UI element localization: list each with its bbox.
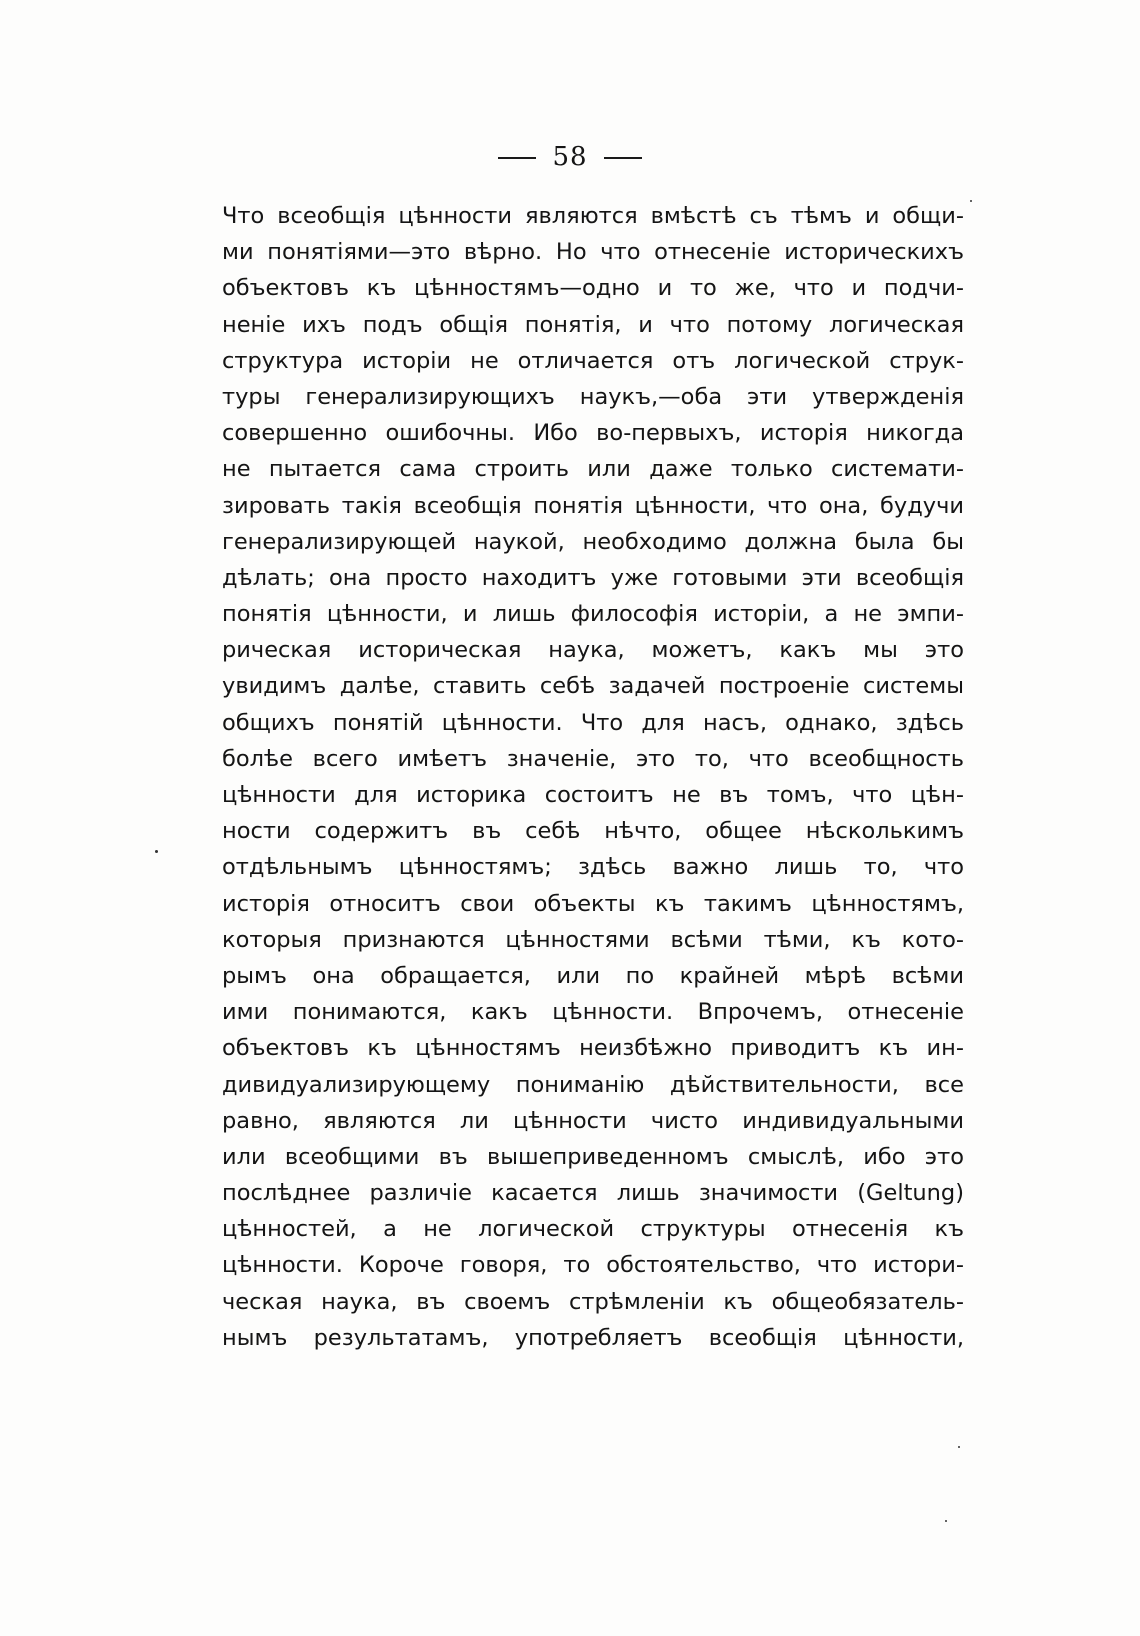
text-line: равно, являются ли цѣнности чисто индивидуальными	[222, 1107, 964, 1134]
body-text	[222, 198, 964, 1356]
text-line: отдѣльнымъ цѣнностямъ; здѣсь важно лишь то, что	[222, 854, 964, 881]
text-line: послѣднее различіе касается лишь значимости (Geltung)	[222, 1180, 964, 1207]
text-line: совершенно ошибочны. Ибо во-первыхъ, исторія никогда	[222, 420, 964, 447]
text-line: структура исторіи не отличается отъ логической струк-	[222, 347, 964, 374]
text-line: генерализирующей наукой, необходимо должна была бы	[222, 528, 964, 555]
text-line: объектовъ къ цѣнностямъ неизбѣжно приводитъ къ ин-	[222, 1035, 964, 1062]
text-line: или всеобщими въ вышеприведенномъ смыслѣ, ибо это	[222, 1143, 964, 1170]
text-line: исторія относитъ свои объекты къ такимъ цѣнностямъ,	[222, 890, 964, 917]
text-line: увидимъ далѣе, ставить себѣ задачей построеніе системы	[222, 673, 964, 700]
text-line: туры генерализирующихъ наукъ,—оба эти утвержденія	[222, 383, 964, 410]
text-line: нымъ результатамъ, употребляетъ всеобщія цѣнности,	[222, 1324, 964, 1351]
scan-speck	[970, 200, 972, 202]
right-dash	[604, 157, 642, 159]
text-line: дивидуализирующему пониманію дѣйствительности, все	[222, 1071, 964, 1098]
scan-speck	[945, 1520, 947, 1522]
scan-speck	[958, 1446, 960, 1448]
page-number	[0, 142, 1140, 172]
text-line: общихъ понятій цѣнности. Что для насъ, однако, здѣсь	[222, 709, 964, 736]
text-line: рическая историческая наука, можетъ, какъ мы это	[222, 637, 964, 664]
text-line: понятія цѣнности, и лишь философія исторіи, а не эмпи-	[222, 601, 964, 628]
text-line: болѣе всего имѣетъ значеніе, это то, что всеобщность	[222, 745, 964, 772]
left-dash	[498, 157, 536, 159]
text-line: неніе ихъ подъ общія понятія, и что потому логическая	[222, 311, 964, 338]
text-line: зировать такія всеобщія понятія цѣнности, что она, будучи	[222, 492, 964, 519]
text-line: ческая наука, въ своемъ стрѣмленіи къ общеобязатель-	[222, 1288, 964, 1315]
text-line: которыя признаются цѣнностями всѣми тѣми, къ кото-	[222, 926, 964, 953]
text-line: дѣлать; она просто находитъ уже готовыми эти всеобщія	[222, 564, 964, 591]
page-number-value: 58	[552, 142, 588, 172]
text-line: ими понимаются, какъ цѣнности. Впрочемъ, отнесеніе	[222, 999, 964, 1026]
text-line: цѣнности для историка состоитъ не въ томъ, что цѣн-	[222, 782, 964, 808]
text-line: ми понятіями—это вѣрно. Но что отнесеніе историческихъ	[222, 239, 964, 266]
text-line: цѣнностей, а не логической структуры отнесенія къ	[222, 1216, 964, 1243]
text-line: ности содержитъ въ себѣ нѣчто, общее нѣсколькимъ	[222, 818, 964, 845]
scan-speck	[155, 850, 158, 853]
text-line: объектовъ къ цѣнностямъ—одно и то же, что и подчи-	[222, 275, 964, 302]
text-line: не пытается сама строить или даже только системати-	[222, 456, 964, 483]
text-line: Что всеобщія цѣнности являются вмѣстѣ съ тѣмъ и общи-	[222, 203, 964, 229]
text-line: цѣнности. Короче говоря, то обстоятельство, что истори-	[222, 1252, 964, 1279]
text-line: рымъ она обращается, или по крайней мѣрѣ всѣми	[222, 962, 964, 989]
